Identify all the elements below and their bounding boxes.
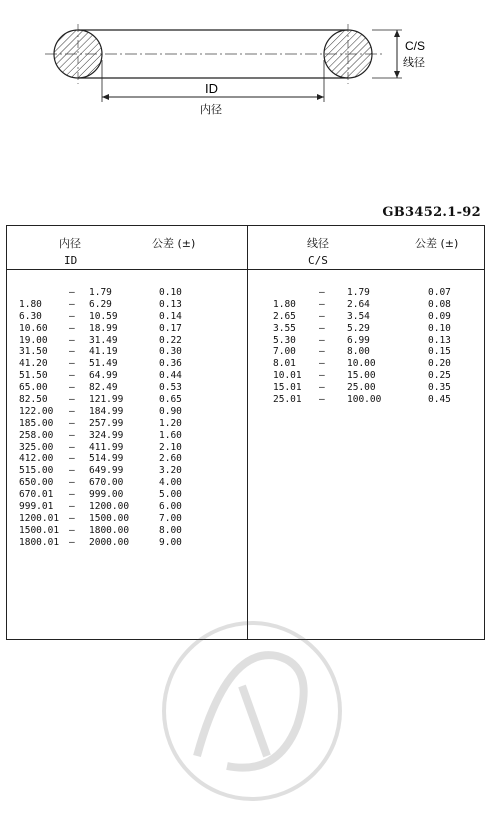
table-row	[19, 394, 244, 406]
range-from: 258.00	[19, 429, 54, 441]
range-from: 670.01	[19, 489, 54, 501]
tolerance-value: 1.60	[159, 429, 182, 441]
range-from: 82.50	[19, 394, 48, 406]
tolerance-value: 0.90	[159, 405, 182, 417]
range-to: 999.00	[89, 489, 124, 501]
range-dash: —	[69, 501, 75, 513]
right-cross-section	[324, 30, 372, 78]
tolerance-value: 0.36	[159, 358, 182, 370]
range-from: 51.50	[19, 370, 48, 382]
range-from: 515.00	[19, 465, 54, 477]
range-to: 15.00	[347, 370, 376, 382]
table-row	[19, 537, 244, 549]
table-row	[19, 418, 244, 430]
range-from: 999.01	[19, 501, 54, 513]
right-rows	[273, 287, 483, 406]
tolerance-value: 8.00	[159, 524, 182, 536]
range-dash: —	[319, 346, 325, 358]
table-row	[19, 442, 244, 454]
range-dash: —	[319, 322, 325, 334]
tolerance-value: 0.10	[428, 322, 451, 334]
tolerance-value: 0.13	[159, 298, 182, 310]
table-row	[19, 489, 244, 501]
table-row	[19, 382, 244, 394]
range-dash: —	[319, 382, 325, 394]
range-to: 51.49	[89, 358, 118, 370]
range-to: 6.99	[347, 334, 370, 346]
table-row	[273, 346, 483, 358]
range-to: 411.99	[89, 441, 124, 453]
range-dash: —	[319, 298, 325, 310]
range-from: 41.20	[19, 358, 48, 370]
range-to: 10.00	[347, 358, 376, 370]
tolerance-value: 0.15	[428, 346, 451, 358]
range-from: 8.01	[273, 358, 296, 370]
right-header-sub: C/S	[308, 254, 328, 267]
range-from: 1200.01	[19, 512, 60, 524]
range-from: 1.80	[273, 298, 296, 310]
range-dash: —	[69, 358, 75, 370]
range-to: 31.49	[89, 334, 118, 346]
tolerance-value: 0.20	[428, 358, 451, 370]
range-to: 257.99	[89, 417, 124, 429]
standard-number: GB3452.1-92	[382, 205, 481, 220]
range-dash: —	[69, 536, 75, 548]
range-dash: —	[69, 453, 75, 465]
tolerance-value: 2.10	[159, 441, 182, 453]
tolerance-value: 0.08	[428, 298, 451, 310]
table-row	[273, 299, 483, 311]
range-dash: —	[69, 346, 75, 358]
range-to: 5.29	[347, 322, 370, 334]
range-to: 1.79	[347, 287, 370, 298]
range-dash: —	[69, 489, 75, 501]
range-to: 184.99	[89, 405, 124, 417]
range-from: 25.01	[273, 394, 302, 406]
range-to: 64.99	[89, 370, 118, 382]
table-row	[19, 335, 244, 347]
watermark-logo	[157, 606, 347, 816]
range-dash: —	[69, 524, 75, 536]
table-row	[19, 406, 244, 418]
tolerance-value: 0.17	[159, 322, 182, 334]
table-row	[19, 358, 244, 370]
range-to: 324.99	[89, 429, 124, 441]
range-dash: —	[69, 310, 75, 322]
range-dash: —	[69, 334, 75, 346]
o-ring-diagram	[0, 0, 491, 130]
table-row	[19, 311, 244, 323]
range-to: 1500.00	[89, 512, 130, 524]
table-row	[273, 358, 483, 370]
tolerance-value: 0.53	[159, 382, 182, 394]
range-to: 100.00	[347, 394, 382, 406]
left-cross-section	[54, 30, 102, 78]
range-from: 10.01	[273, 370, 302, 382]
range-to: 2.64	[347, 298, 370, 310]
tolerance-value: 0.09	[428, 310, 451, 322]
table-row	[19, 465, 244, 477]
tolerance-value: 0.45	[428, 394, 451, 406]
header-divider	[7, 269, 484, 270]
range-dash: —	[69, 477, 75, 489]
range-to: 3.54	[347, 310, 370, 322]
tolerance-value: 0.35	[428, 382, 451, 394]
range-dash: —	[69, 394, 75, 406]
range-to: 10.59	[89, 310, 118, 322]
range-dash: —	[69, 322, 75, 334]
range-from: 15.01	[273, 382, 302, 394]
table-row	[19, 430, 244, 442]
range-dash: —	[69, 405, 75, 417]
range-dash: —	[69, 441, 75, 453]
range-to: 514.99	[89, 453, 124, 465]
table-row	[19, 299, 244, 311]
table-row	[19, 525, 244, 537]
range-to: 18.99	[89, 322, 118, 334]
tolerance-value: 0.14	[159, 310, 182, 322]
range-to: 670.00	[89, 477, 124, 489]
range-to: 8.00	[347, 346, 370, 358]
tolerance-value: 9.00	[159, 536, 182, 548]
range-from: 19.00	[19, 334, 48, 346]
range-from: 5.30	[273, 334, 296, 346]
range-dash: —	[69, 298, 75, 310]
table-row	[273, 394, 483, 406]
table-row	[273, 287, 483, 299]
range-dash: —	[319, 334, 325, 346]
range-from: 185.00	[19, 417, 54, 429]
cs-label-cn: 线径	[403, 56, 425, 69]
range-to: 1800.00	[89, 524, 130, 536]
tolerance-value: 7.00	[159, 512, 182, 524]
column-divider	[247, 226, 248, 639]
range-from: 6.30	[19, 310, 42, 322]
range-to: 25.00	[347, 382, 376, 394]
range-to: 2000.00	[89, 536, 130, 548]
range-from: 325.00	[19, 441, 54, 453]
range-to: 649.99	[89, 465, 124, 477]
table-row	[273, 370, 483, 382]
tolerance-value: 0.25	[428, 370, 451, 382]
table-row	[19, 323, 244, 335]
tolerance-value: 0.30	[159, 346, 182, 358]
tolerance-value: 0.44	[159, 370, 182, 382]
range-dash: —	[69, 370, 75, 382]
table-row	[19, 346, 244, 358]
range-from: 10.60	[19, 322, 48, 334]
range-dash: —	[319, 310, 325, 322]
tolerance-value: 0.22	[159, 334, 182, 346]
range-dash: —	[69, 287, 75, 298]
range-from: 650.00	[19, 477, 54, 489]
range-dash: —	[69, 429, 75, 441]
range-dash: —	[319, 370, 325, 382]
table-row	[19, 501, 244, 513]
tolerance-value: 0.13	[428, 334, 451, 346]
range-dash: —	[69, 382, 75, 394]
range-dash: —	[319, 287, 325, 298]
range-dash: —	[69, 465, 75, 477]
range-to: 1.79	[89, 287, 112, 298]
range-to: 41.19	[89, 346, 118, 358]
tolerance-value: 1.20	[159, 417, 182, 429]
range-dash: —	[69, 417, 75, 429]
range-from: 1800.01	[19, 536, 60, 548]
table-row	[19, 370, 244, 382]
table-row	[19, 477, 244, 489]
range-to: 1200.00	[89, 501, 130, 513]
left-header-title: 内径	[59, 237, 81, 250]
tolerance-value: 4.00	[159, 477, 182, 489]
table-row	[19, 287, 244, 299]
tolerance-value: 6.00	[159, 501, 182, 513]
table-row	[273, 335, 483, 347]
range-from: 1.80	[19, 298, 42, 310]
range-dash: —	[69, 512, 75, 524]
table-row	[273, 382, 483, 394]
table-row	[273, 323, 483, 335]
left-header-tolerance: 公差 (±)	[152, 237, 196, 250]
range-to: 82.49	[89, 382, 118, 394]
range-to: 6.29	[89, 298, 112, 310]
left-header-sub: ID	[64, 254, 78, 267]
right-header-tolerance: 公差 (±)	[415, 237, 459, 250]
left-rows	[19, 287, 244, 549]
right-header-title: 线径	[307, 237, 329, 250]
id-label-cn: 内径	[200, 103, 222, 116]
range-dash: —	[319, 394, 325, 406]
tolerance-value: 0.07	[428, 287, 451, 298]
id-label: ID	[205, 81, 218, 96]
table-row	[19, 453, 244, 465]
table-row	[273, 311, 483, 323]
tolerance-value: 0.65	[159, 394, 182, 406]
table-row	[19, 513, 244, 525]
range-from: 65.00	[19, 382, 48, 394]
tolerance-value: 5.00	[159, 489, 182, 501]
range-from: 7.00	[273, 346, 296, 358]
range-from: 1500.01	[19, 524, 60, 536]
tolerance-table	[6, 225, 485, 640]
range-from: 31.50	[19, 346, 48, 358]
tolerance-value: 2.60	[159, 453, 182, 465]
range-dash: —	[319, 358, 325, 370]
tolerance-value: 3.20	[159, 465, 182, 477]
range-from: 412.00	[19, 453, 54, 465]
tolerance-value: 0.10	[159, 287, 182, 298]
range-from: 122.00	[19, 405, 54, 417]
range-from: 3.55	[273, 322, 296, 334]
cs-label: C/S	[405, 39, 426, 53]
range-to: 121.99	[89, 394, 124, 406]
range-from: 2.65	[273, 310, 296, 322]
